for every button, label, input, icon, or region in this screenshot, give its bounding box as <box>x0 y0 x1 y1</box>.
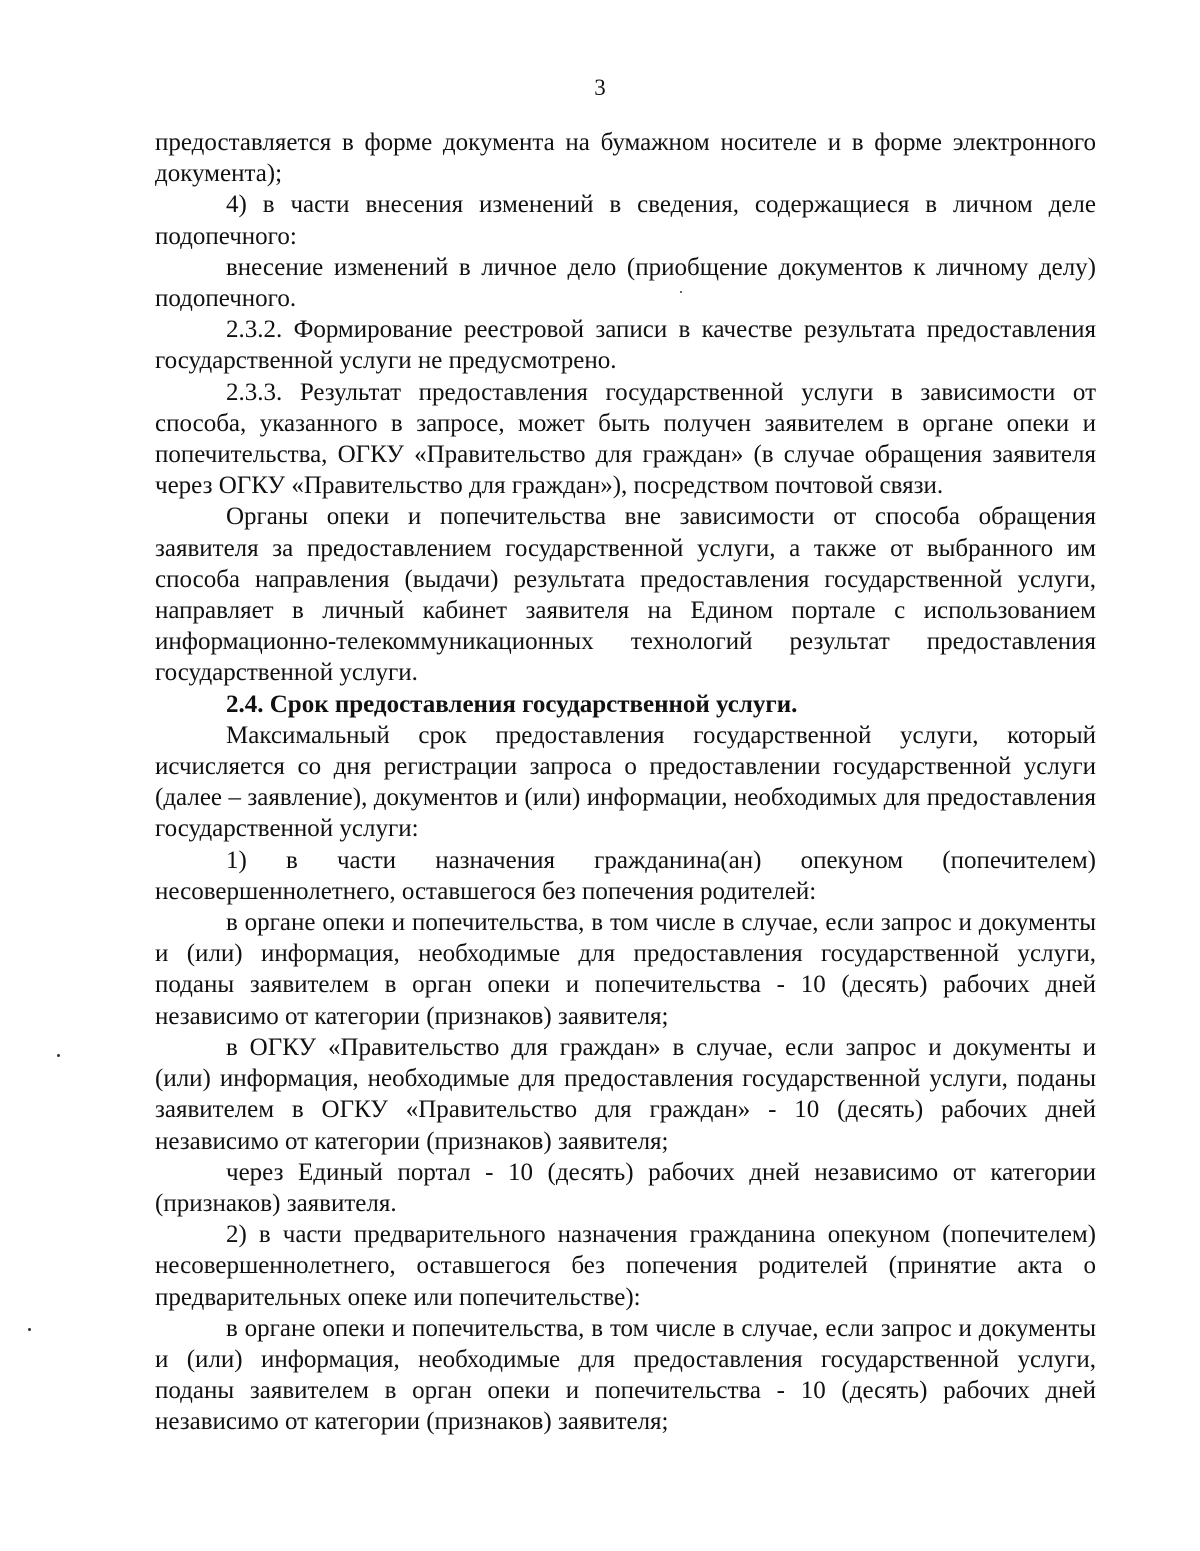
scan-speck <box>28 1328 31 1331</box>
paragraph-2-3-2: 2.3.2. Формирование реестровой записи в качестве результата предоставления государственной услуги не предусмотрено. <box>155 316 1096 375</box>
paragraph-2-3-3: 2.3.3. Результат предоставления государственной услуги в зависимости от способа, указанного в запросе, может быть получен заявителем в органе опеки и попечительства, ОГКУ «Правительство для граждан» (в случае обращения заявителя через ОГКУ «Правительство для граждан»), посредством почтовой связи. <box>155 378 1096 500</box>
section-heading-2-4: 2.4. Срок предоставления государственной услуги. <box>226 690 798 718</box>
page-number: 3 <box>594 75 606 100</box>
paragraph-guardianship-body-term-2: в органе опеки и попечительства, в том числе в случае, если запрос и документы и (или) информация, необходимые для предоставления государственной услуги, поданы заявителем в орган опеки и попечительства - 10 (десять) рабочих дней независимо от категории (признаков) заявителя; <box>155 1314 1096 1436</box>
paragraph-portal-term: через Единый портал - 10 (десять) рабочих дней независимо от категории (признаков) заявителя. <box>155 1158 1096 1217</box>
paragraph-item-2: 2) в части предварительного назначения гражданина опекуном (попечителем) несовершеннолетнего, оставшегося без попечения родителей (принятие акта о предварительных опеке или попечительстве): <box>155 1221 1096 1311</box>
paragraph-personal-file-changes: внесение изменений в личное дело (приобщение документов к личному делу) подопечного. <box>155 253 1096 313</box>
document-body <box>155 127 1096 1438</box>
scan-speck <box>680 291 682 293</box>
paragraph-guardianship-bodies: Органы опеки и попечительства вне зависимости от способа обращения заявителя за предоставлением государственной услуги, а также от выбранного им способа направления (выдачи) результата предоставления государственной услуги, направляет в личный кабинет заявителя на Едином портале с использованием информационно-телекоммуникационных технологий результат предоставления государственной услуги. <box>155 503 1096 687</box>
paragraph-item-1: 1) в части назначения гражданина(ан) опекуном (попечителем) несовершеннолетнего, оставшегося без попечения родителей: <box>155 846 1096 905</box>
paragraph-result-forms-continued: предоставляется в форме документа на бумажном носителе и в форме электронного документа); <box>155 129 1096 188</box>
paragraph-max-term: Максимальный срок предоставления государственной услуги, который исчисляется со дня регистрации запроса о предоставлении государственной услуги (далее – заявление), документов и (или) информации, необходимых для предоставления государственной услуги: <box>155 721 1096 843</box>
paragraph-item-4: 4) в части внесения изменений в сведения, содержащиеся в личном деле подопечного: <box>155 191 1096 250</box>
paragraph-guardianship-body-term: в органе опеки и попечительства, в том числе в случае, если запрос и документы и (или) информация, необходимые для предоставления государственной услуги, поданы заявителем в орган опеки и попечительства - 10 (десять) рабочих дней независимо от категории (признаков) заявителя; <box>155 909 1096 1030</box>
paragraph-ogku-term: в ОГКУ «Правительство для граждан» в случае, если запрос и документы и (или) информация, необходимые для предоставления государственной услуги, поданы заявителем в ОГКУ «Правительство для граждан» - 10 (десять) рабочих дней независимо от категории (признаков) заявителя; <box>155 1033 1096 1155</box>
scan-speck <box>57 1054 60 1057</box>
